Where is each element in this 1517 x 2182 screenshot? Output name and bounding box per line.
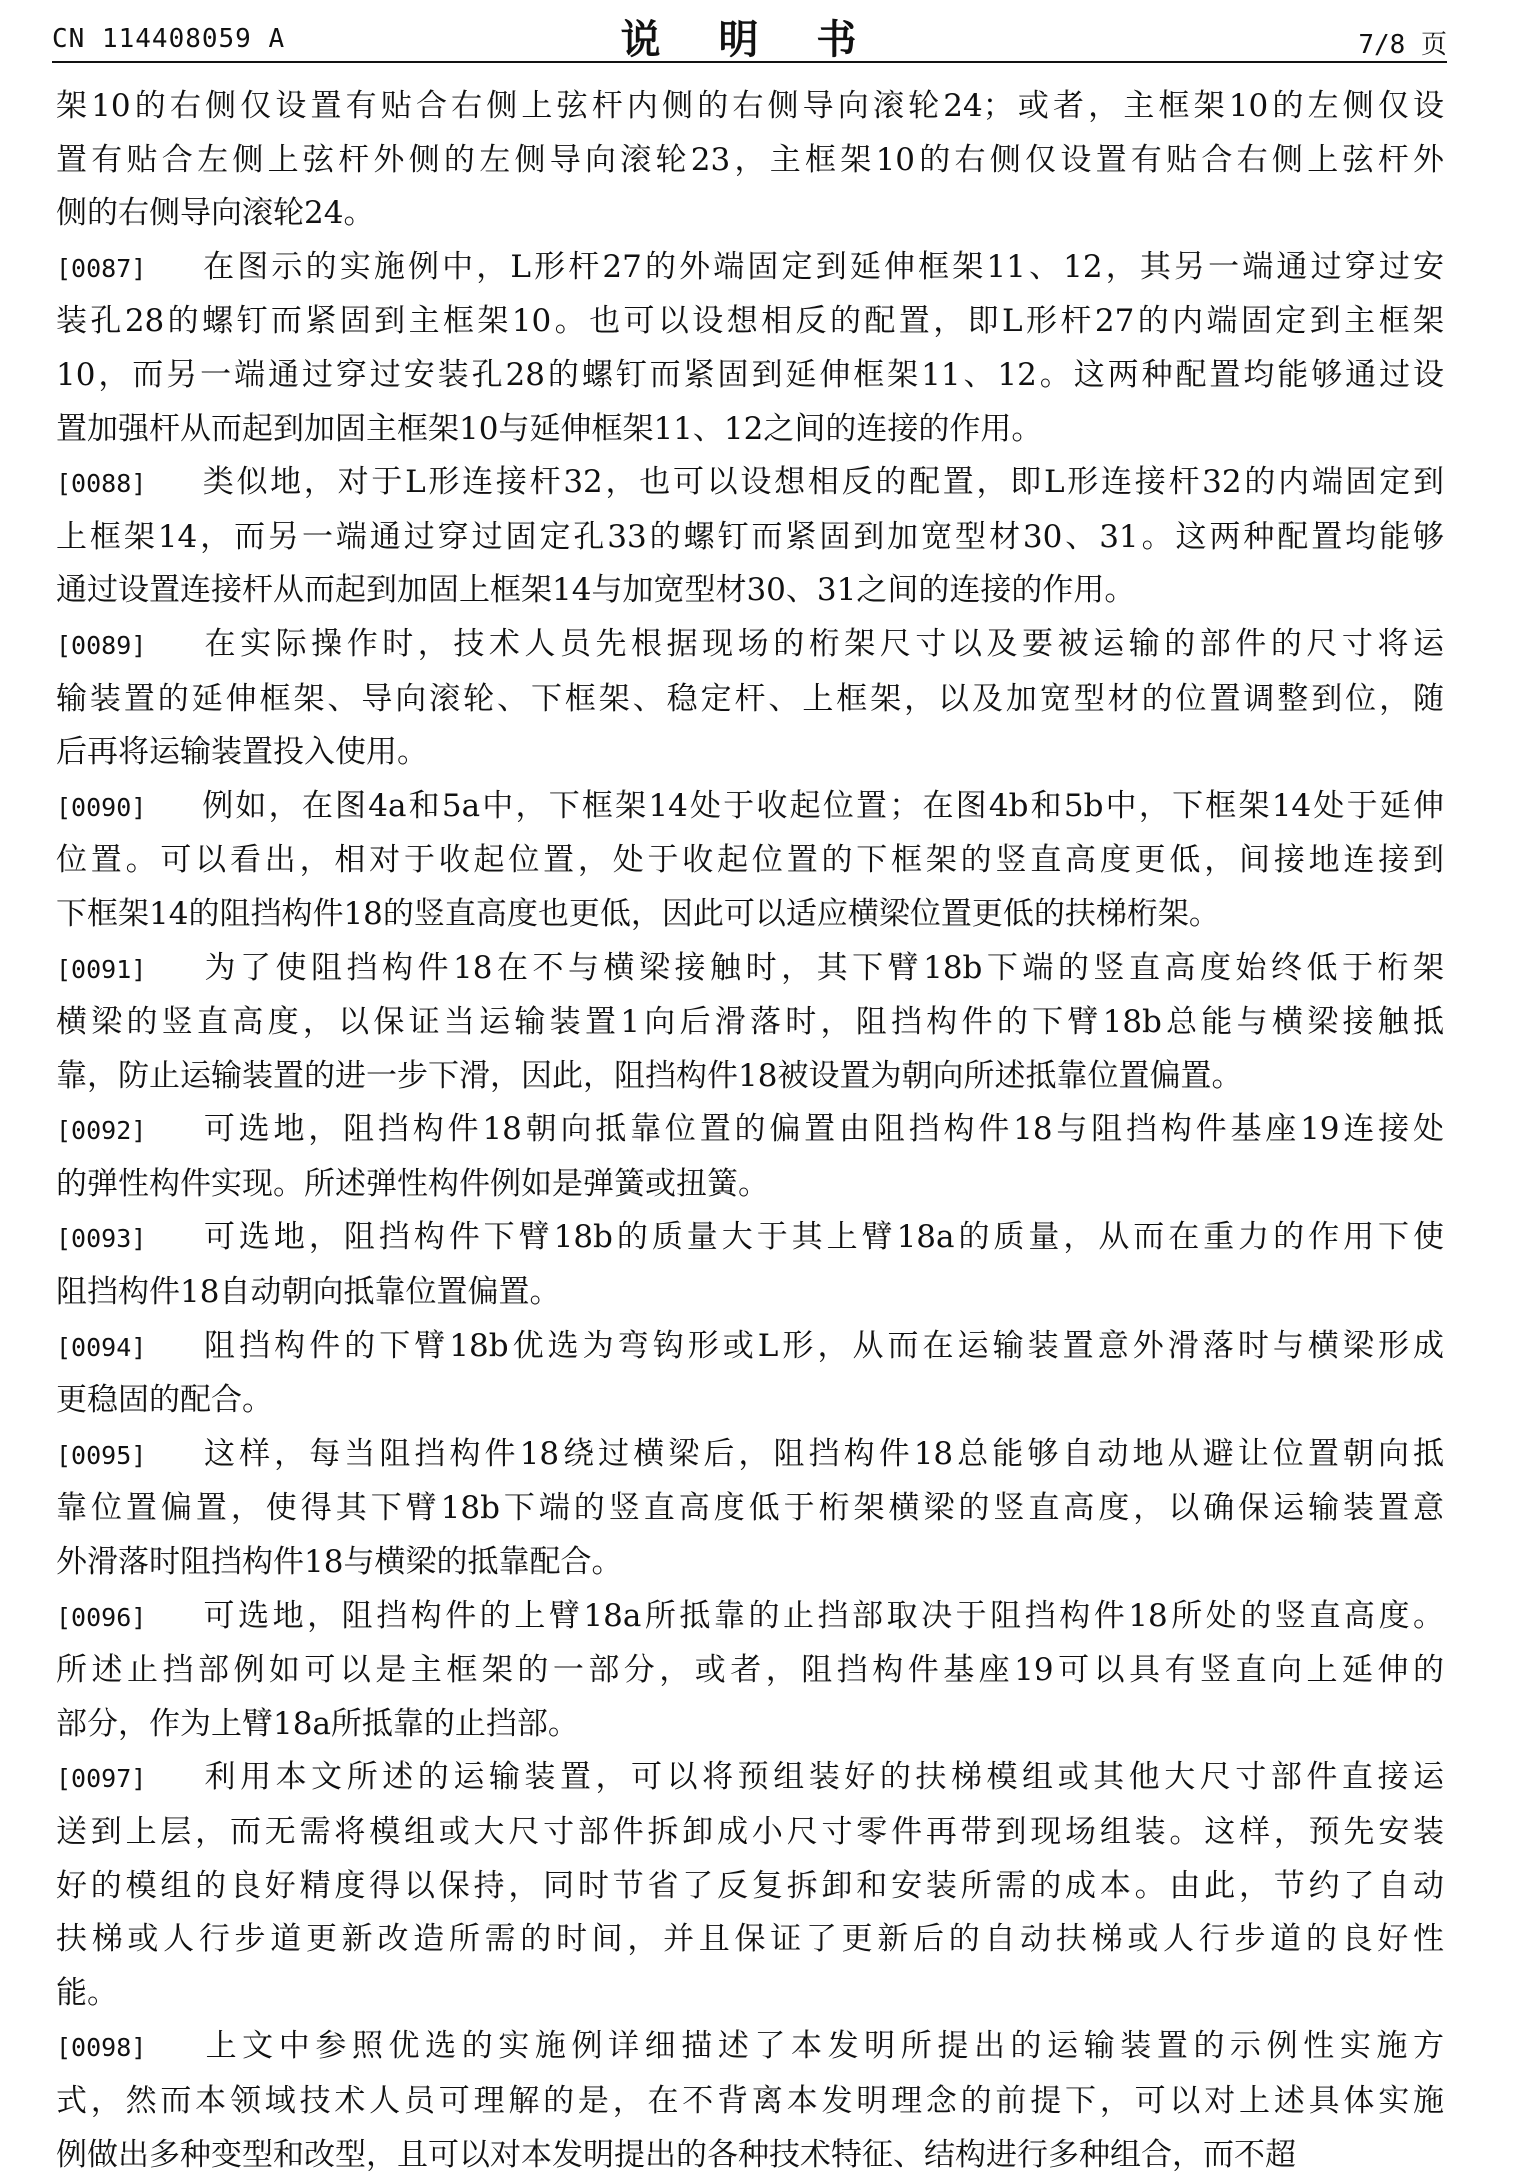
text-line xyxy=(56,1967,1444,2021)
text-line xyxy=(56,134,1444,188)
paragraph xyxy=(56,780,1444,942)
text-line xyxy=(56,2020,1444,2075)
paragraph-number: [0095] xyxy=(56,1440,147,1470)
line-text: 靠，防止运输装置的进一步下滑，因此，阻挡构件18被设置为朝向所述抵靠位置偏置。 xyxy=(56,1057,1243,1094)
line-text: 位置。可以看出，相对于收起位置，处于收起位置的下框架的竖直高度更低，间接地连接到 xyxy=(56,842,1444,879)
line-text: 更稳固的配合。 xyxy=(56,1382,273,1419)
text-line xyxy=(56,1751,1444,1806)
paragraph-number: [0094] xyxy=(56,1332,147,1362)
text-line xyxy=(56,511,1444,565)
paragraph-number: [0096] xyxy=(56,1602,147,1632)
text-line xyxy=(56,456,1444,511)
line-text: 可选地，阻挡构件的上臂18a所抵靠的止挡部取决于阻挡构件18所处的竖直高度。 xyxy=(200,1597,1444,1634)
paragraph-number: [0089] xyxy=(56,630,147,660)
paragraph xyxy=(56,2020,1444,2182)
text-line xyxy=(56,996,1444,1050)
text-line xyxy=(56,1644,1444,1698)
text-line xyxy=(56,1913,1444,1967)
text-line xyxy=(56,564,1444,618)
text-line xyxy=(56,295,1444,349)
document-title: 说 明 书 xyxy=(620,16,879,63)
line-text: 外滑落时阻挡构件18与横梁的抵靠配合。 xyxy=(56,1544,623,1581)
line-text: 阻挡构件18自动朝向抵靠位置偏置。 xyxy=(56,1274,561,1311)
text-line xyxy=(56,1211,1444,1266)
line-text: 10，而另一端通过穿过安装孔28的螺钉而紧固到延伸框架11、12。这两种配置均能够通过设 xyxy=(56,356,1444,393)
text-line xyxy=(56,349,1444,403)
text-line xyxy=(56,780,1444,835)
line-text: 横梁的竖直高度，以保证当运输装置1向后滑落时，阻挡构件的下臂18b总能与横梁接触抵 xyxy=(56,1004,1444,1041)
document-body xyxy=(56,80,1444,2182)
line-text: 在实际操作时，技术人员先根据现场的桁架尺寸以及要被运输的部件的尺寸将运 xyxy=(200,625,1444,662)
line-text: 阻挡构件的下臂18b优选为弯钩形或L形，从而在运输装置意外滑落时与横梁形成 xyxy=(200,1327,1444,1364)
text-line xyxy=(56,942,1444,997)
line-text: 送到上层，而无需将模组或大尺寸部件拆卸成小尺寸零件再带到现场组装。这样，预先安装 xyxy=(56,1814,1444,1850)
line-text: 扶梯或人行步道更新改造所需的时间，并且保证了更新后的自动扶梯或人行步道的良好性 xyxy=(56,1921,1444,1958)
text-line xyxy=(56,1536,1444,1590)
text-line xyxy=(56,1482,1444,1536)
line-text: 侧的右侧导向滚轮24。 xyxy=(56,195,375,232)
line-text: 靠位置偏置，使得其下臂18b下端的竖直高度低于桁架横梁的竖直高度，以确保运输装置意 xyxy=(56,1490,1444,1527)
paragraph-number: [0087] xyxy=(56,253,147,283)
patent-number: CN 114408059 A xyxy=(52,24,286,54)
line-text: 后再将运输装置投入使用。 xyxy=(56,734,428,771)
paragraph xyxy=(56,1590,1444,1752)
line-text: 能。 xyxy=(56,1974,118,2011)
paragraph-number: [0097] xyxy=(56,1764,147,1794)
line-text: 为了使阻挡构件18在不与横梁接触时，其下臂18b下端的竖直高度始终低于桁架 xyxy=(200,949,1444,986)
text-line xyxy=(56,1158,1444,1212)
line-text: 通过设置连接杆从而起到加固上框架14与加宽型材30、31之间的连接的作用。 xyxy=(56,572,1136,609)
paragraph xyxy=(56,1428,1444,1590)
text-line xyxy=(56,2129,1444,2182)
text-line xyxy=(56,1860,1444,1914)
line-text: 上框架14，而另一端通过穿过固定孔33的螺钉而紧固到加宽型材30、31。这两种配置均能够 xyxy=(56,518,1444,555)
text-line xyxy=(56,1103,1444,1158)
text-line xyxy=(56,1698,1444,1752)
text-line xyxy=(56,1428,1444,1483)
line-text: 装孔28的螺钉而紧固到主框架10。也可以设想相反的配置，即L形杆27的内端固定到主框架 xyxy=(56,303,1444,340)
line-text: 置加强杆从而起到加固主框架10与延伸框架11、12之间的连接的作用。 xyxy=(56,410,1043,447)
paragraph xyxy=(56,1211,1444,1319)
text-line xyxy=(56,1374,1444,1428)
line-text: 类似地，对于L形连接杆32，也可以设想相反的配置，即L形连接杆32的内端固定到 xyxy=(200,464,1444,501)
paragraph-number: [0088] xyxy=(56,469,147,499)
paragraph xyxy=(56,942,1444,1104)
header-rule xyxy=(52,61,1447,63)
paragraph xyxy=(56,1751,1444,2020)
paragraph xyxy=(56,1103,1444,1211)
line-text: 部分，作为上臂18a所抵靠的止挡部。 xyxy=(56,1705,579,1742)
text-line xyxy=(56,80,1444,134)
line-text: 例做出多种变型和改型，且可以对本发明提出的各种技术特征、结构进行多种组合，而不超 xyxy=(56,2136,1296,2173)
text-line xyxy=(56,1320,1444,1375)
text-line xyxy=(56,187,1444,241)
line-text: 利用本文所述的运输装置，可以将预组装好的扶梯模组或其他大尺寸部件直接运 xyxy=(200,1759,1444,1796)
paragraph-number: [0098] xyxy=(56,2033,147,2063)
text-line xyxy=(56,1590,1444,1645)
line-text: 下框架14的阻挡构件18的竖直高度也更低，因此可以适应横梁位置更低的扶梯桁架。 xyxy=(56,895,1220,932)
paragraph-number: [0090] xyxy=(56,792,147,822)
text-line xyxy=(56,1266,1444,1320)
line-text: 的弹性构件实现。所述弹性构件例如是弹簧或扭簧。 xyxy=(56,1165,769,1202)
text-line xyxy=(56,1050,1444,1104)
text-line xyxy=(56,618,1444,673)
paragraph xyxy=(56,1320,1444,1428)
text-line xyxy=(56,2075,1444,2129)
paragraph-number: [0093] xyxy=(56,1224,147,1254)
line-text: 可选地，阻挡构件下臂18b的质量大于其上臂18a的质量，从而在重力的作用下使 xyxy=(200,1219,1444,1256)
text-line xyxy=(56,403,1444,457)
line-text: 输装置的延伸框架、导向滚轮、下框架、稳定杆、上框架，以及加宽型材的位置调整到位，随 xyxy=(56,680,1444,717)
paragraph xyxy=(56,456,1444,618)
line-text: 式，然而本领域技术人员可理解的是，在不背离本发明理念的前提下，可以对上述具体实施 xyxy=(56,2082,1444,2119)
text-line xyxy=(56,1806,1444,1860)
line-text: 在图示的实施例中，L形杆27的外端固定到延伸框架11、12，其另一端通过穿过安 xyxy=(200,248,1444,285)
text-line xyxy=(56,673,1444,727)
line-text: 好的模组的良好精度得以保持，同时节省了反复拆卸和安装所需的成本。由此，节约了自动 xyxy=(56,1867,1444,1904)
line-text: 这样，每当阻挡构件18绕过横梁后，阻挡构件18总能够自动地从避让位置朝向抵 xyxy=(200,1435,1444,1472)
paragraph xyxy=(56,241,1444,456)
paragraph xyxy=(56,80,1444,241)
line-text: 上文中参照优选的实施例详细描述了本发明所提出的运输装置的示例性实施方 xyxy=(200,2028,1444,2065)
text-line xyxy=(56,726,1444,780)
text-line xyxy=(56,241,1444,296)
line-text: 例如，在图4a和5a中，下框架14处于收起位置；在图4b和5b中，下框架14处于延伸 xyxy=(200,787,1444,824)
text-line xyxy=(56,888,1444,942)
line-text: 所述止挡部例如可以是主框架的一部分，或者，阻挡构件基座19可以具有竖直向上延伸的 xyxy=(56,1652,1444,1689)
line-text: 置有贴合左侧上弦杆外侧的左侧导向滚轮23，主框架10的右侧仅设置有贴合右侧上弦杆外 xyxy=(56,141,1444,178)
page-number: 7/8 页 xyxy=(1358,30,1447,60)
paragraph-number: [0092] xyxy=(56,1116,147,1146)
text-line xyxy=(56,834,1444,888)
line-text: 架10的右侧仅设置有贴合右侧上弦杆内侧的右侧导向滚轮24；或者，主框架10的左侧仅设 xyxy=(56,88,1444,124)
line-text: 可选地，阻挡构件18朝向抵靠位置的偏置由阻挡构件18与阻挡构件基座19连接处 xyxy=(200,1111,1444,1148)
page-header xyxy=(52,8,1447,63)
paragraph-number: [0091] xyxy=(56,954,147,984)
paragraph xyxy=(56,618,1444,780)
